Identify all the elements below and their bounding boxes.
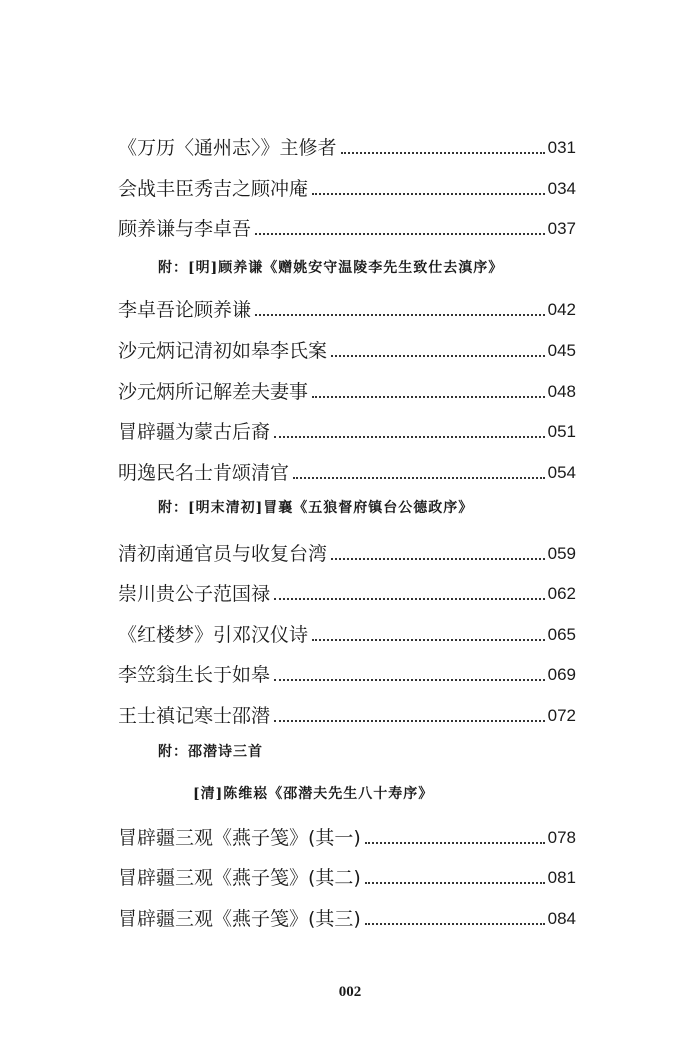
toc-entry[interactable] bbox=[118, 860, 576, 890]
toc-entry-title: 王士禛记寒士邵潜 bbox=[118, 705, 271, 727]
toc-entry-title: 会战丰臣秀吉之顾冲庵 bbox=[118, 178, 309, 200]
dot-leader bbox=[365, 882, 545, 884]
dot-leader bbox=[274, 436, 545, 438]
dot-leader bbox=[365, 923, 545, 925]
toc-entry[interactable] bbox=[118, 536, 576, 566]
dot-leader bbox=[274, 720, 545, 722]
toc-entry[interactable] bbox=[118, 171, 576, 201]
toc-entry-page: 048 bbox=[547, 382, 576, 401]
toc-entry-page: 051 bbox=[547, 422, 576, 441]
dot-leader bbox=[331, 558, 545, 560]
toc-entry-title: 李卓吾论顾养谦 bbox=[118, 299, 252, 321]
toc-entry-page: 042 bbox=[547, 300, 576, 319]
toc-entry-title: 明逸民名士肯颂清官 bbox=[118, 462, 290, 484]
toc-entry[interactable] bbox=[118, 455, 576, 485]
dot-leader bbox=[312, 193, 545, 195]
toc-entry[interactable] bbox=[118, 211, 576, 241]
dot-leader bbox=[255, 233, 545, 235]
toc-entry[interactable] bbox=[118, 576, 576, 606]
toc-entry-page: 059 bbox=[547, 544, 576, 563]
toc-entry-title: 沙元炳记清初如皋李氏案 bbox=[118, 340, 328, 362]
toc-entry-title: 《红楼梦》引邓汉仪诗 bbox=[118, 624, 309, 646]
toc-entry-page: 062 bbox=[547, 584, 576, 603]
toc-entry-title: 冒辟疆三观《燕子笺》(其三) bbox=[118, 908, 361, 930]
toc-entry[interactable] bbox=[118, 374, 576, 404]
toc-entry[interactable] bbox=[118, 657, 576, 687]
toc-entry-page: 084 bbox=[547, 909, 576, 928]
toc-entry-title: 冒辟疆三观《燕子笺》(其二) bbox=[118, 867, 361, 889]
toc-entry-page: 031 bbox=[547, 138, 576, 157]
toc-entry-title: 清初南通官员与收复台湾 bbox=[118, 543, 328, 565]
dot-leader bbox=[255, 314, 545, 316]
dot-leader bbox=[341, 152, 545, 154]
toc-entry-page: 069 bbox=[547, 665, 576, 684]
toc-entry-title: 《万历〈通州志〉》主修者 bbox=[118, 137, 337, 159]
toc-entry-page: 037 bbox=[547, 219, 576, 238]
dot-leader bbox=[365, 842, 545, 844]
toc-entry[interactable] bbox=[118, 617, 576, 647]
appendix-note: 附：[明]顾养谦《赠姚安守温陵李先生致仕去滇序》 bbox=[158, 260, 504, 276]
appendix-note: 附：邵潜诗三首 bbox=[158, 744, 263, 760]
page-number: 002 bbox=[338, 984, 362, 1000]
toc-entry[interactable] bbox=[118, 901, 576, 931]
toc-entry-page: 034 bbox=[547, 179, 576, 198]
toc-entry-title: 顾养谦与李卓吾 bbox=[118, 218, 252, 240]
dot-leader bbox=[274, 598, 545, 600]
toc-entry[interactable] bbox=[118, 698, 576, 728]
toc-entry[interactable] bbox=[118, 130, 576, 160]
dot-leader bbox=[312, 639, 545, 641]
dot-leader bbox=[331, 355, 545, 357]
appendix-note: [清]陈维崧《邵潜夫先生八十寿序》 bbox=[193, 786, 434, 802]
toc-entry-page: 072 bbox=[547, 706, 576, 725]
toc-entry-title: 冒辟疆三观《燕子笺》(其一) bbox=[118, 827, 361, 849]
toc-entry-page: 045 bbox=[547, 341, 576, 360]
dot-leader bbox=[312, 396, 545, 398]
toc-entry-title: 冒辟疆为蒙古后裔 bbox=[118, 421, 271, 443]
toc-entry[interactable] bbox=[118, 414, 576, 444]
toc-entry[interactable] bbox=[118, 333, 576, 363]
toc-entry-page: 054 bbox=[547, 463, 576, 482]
toc-entry-page: 078 bbox=[547, 828, 576, 847]
toc-entry[interactable] bbox=[118, 292, 576, 322]
toc-entry-page: 065 bbox=[547, 625, 576, 644]
toc-entry-title: 李笠翁生长于如皋 bbox=[118, 664, 271, 686]
dot-leader bbox=[293, 477, 545, 479]
dot-leader bbox=[274, 679, 545, 681]
toc-entry[interactable] bbox=[118, 820, 576, 850]
toc-entry-title: 沙元炳所记解差夫妻事 bbox=[118, 381, 309, 403]
appendix-note: 附：[明末清初]冒襄《五狼督府镇台公德政序》 bbox=[158, 500, 474, 516]
toc-entry-page: 081 bbox=[547, 868, 576, 887]
toc-entry-title: 崇川贵公子范国禄 bbox=[118, 583, 271, 605]
